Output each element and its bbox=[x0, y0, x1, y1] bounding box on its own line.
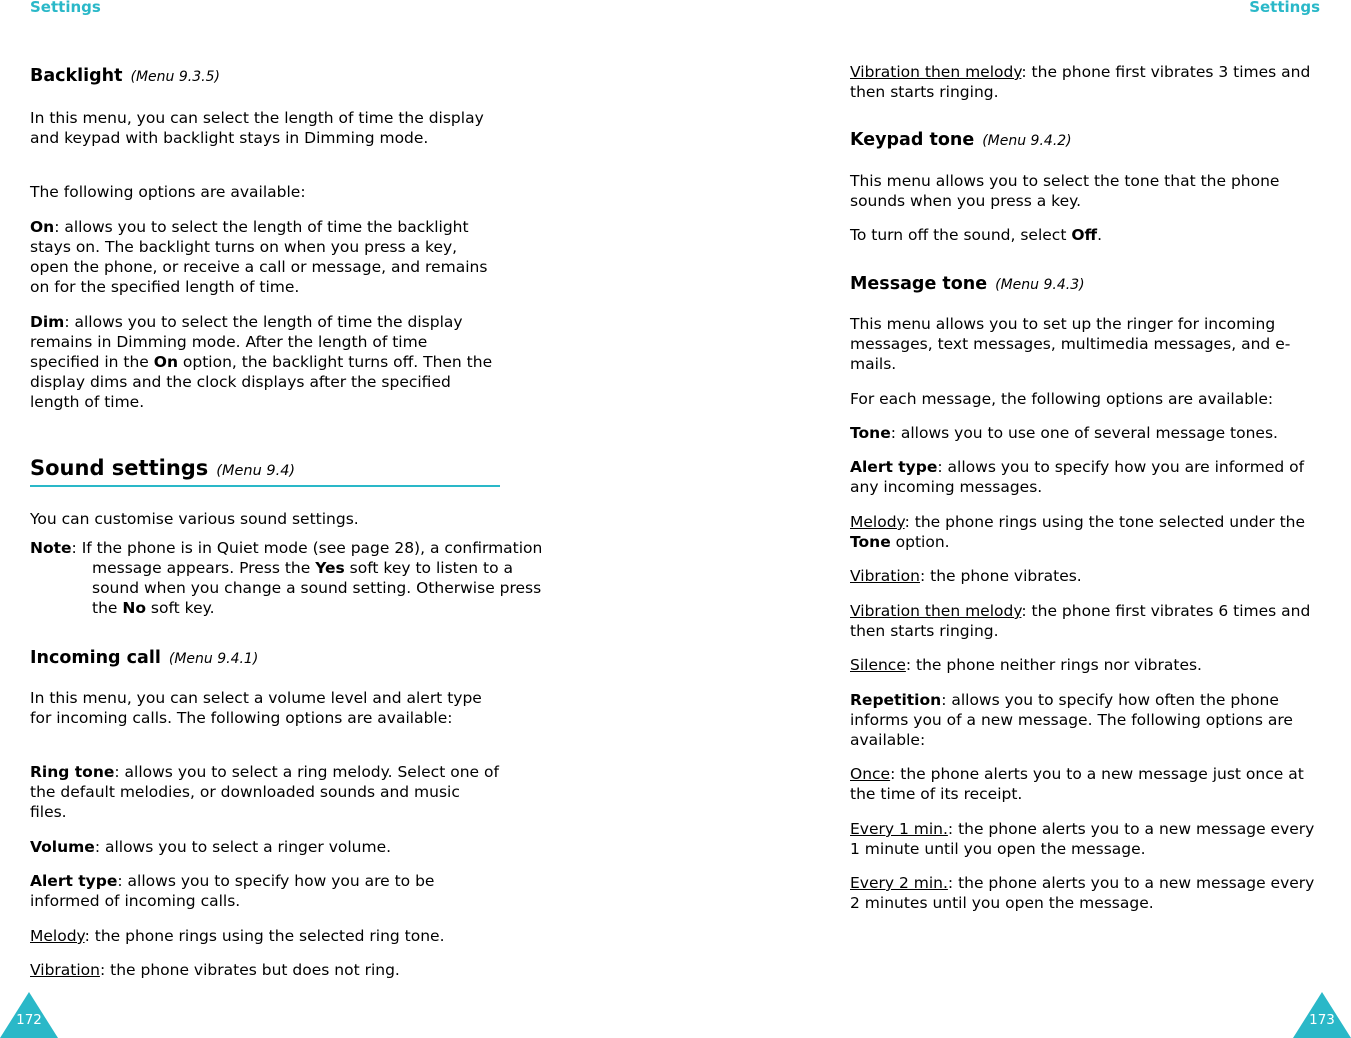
keypad-tone-heading bbox=[850, 129, 1320, 152]
text: To turn off the sound, select bbox=[850, 226, 1072, 244]
definition: : the phone rings using the selected ring tone. bbox=[84, 927, 445, 945]
every-2-min-option bbox=[850, 873, 1320, 913]
definition: : allows you to select a ringer volume. bbox=[94, 838, 392, 856]
incoming-call-menu-ref: (Menu 9.4.1) bbox=[168, 651, 259, 667]
backlight-intro: In this menu, you can select the length of time the display and keypad with backlight stays in Dimming mode. bbox=[30, 109, 484, 147]
backlight-options-intro: The following options are available: bbox=[30, 183, 306, 201]
term: Every 1 min. bbox=[850, 820, 948, 838]
term: Vibration bbox=[30, 961, 100, 979]
term: Alert type bbox=[30, 872, 118, 890]
term-off: Off bbox=[1071, 226, 1098, 244]
keypad-tone-menu-ref: (Menu 9.4.2) bbox=[982, 133, 1072, 149]
term: Vibration then melody bbox=[850, 63, 1022, 81]
backlight-heading bbox=[30, 65, 500, 88]
repetition-option bbox=[850, 690, 1320, 750]
term: Silence bbox=[850, 656, 906, 674]
backlight-title: Backlight bbox=[30, 66, 123, 86]
term: Ring tone bbox=[30, 763, 115, 781]
definition: : the phone alerts you to a new message every 2 minutes until you open the message. bbox=[850, 874, 1315, 912]
definition: : the phone alerts you to a new message every 1 minute until you open the message. bbox=[850, 820, 1315, 858]
page-number-left: 172 bbox=[16, 1012, 42, 1028]
message-melody-option bbox=[850, 512, 1320, 552]
message-tone-intro: This menu allows you to set up the ringer for incoming messages, text messages, multimedia messages, and e-mails. bbox=[850, 315, 1291, 373]
once-option bbox=[850, 764, 1320, 804]
definition: : the phone rings using the tone selected under the bbox=[904, 513, 1306, 531]
message-tone-title: Message tone bbox=[850, 274, 988, 294]
term: Repetition bbox=[850, 691, 942, 709]
message-vibration-option bbox=[850, 566, 1320, 586]
term-tone: Tone bbox=[850, 533, 891, 551]
definition: : allows you to specify how you are informed of any incoming messages. bbox=[850, 458, 1305, 496]
definition: : allows you to specify how often the phone informs you of a new message. The following options are available: bbox=[850, 691, 1293, 749]
term: Vibration bbox=[850, 567, 920, 585]
sound-settings-intro: You can customise various sound settings. bbox=[30, 510, 359, 528]
term: Alert type bbox=[850, 458, 938, 476]
section-divider bbox=[30, 485, 500, 487]
sound-settings-menu-ref: (Menu 9.4) bbox=[216, 463, 296, 479]
note-text: soft key to listen to a sound when you change a sound setting. Otherwise press the bbox=[92, 559, 542, 617]
keypad-tone-title: Keypad tone bbox=[850, 130, 975, 150]
term: Once bbox=[850, 765, 891, 783]
note-text: : If the phone is in Quiet mode (see page 28), a confirmation message appears. Press the bbox=[71, 539, 543, 577]
every-1-min-option bbox=[850, 819, 1320, 859]
term: Melody bbox=[850, 513, 905, 531]
keypad-tone-intro: This menu allows you to select the tone that the phone sounds when you press a key. bbox=[850, 172, 1280, 210]
incoming-call-heading bbox=[30, 647, 500, 670]
vibration-then-melody-option bbox=[850, 62, 1320, 102]
message-vibration-then-melody-option bbox=[850, 601, 1320, 641]
sound-settings-title: Sound settings bbox=[30, 456, 209, 480]
melody-option bbox=[30, 926, 500, 946]
volume-option bbox=[30, 837, 500, 857]
definition: : the phone alerts you to a new message just once at the time of its receipt. bbox=[850, 765, 1304, 803]
alert-type-option bbox=[30, 871, 500, 911]
text: . bbox=[1097, 226, 1103, 244]
definition: : the phone neither rings nor vibrates. bbox=[905, 656, 1202, 674]
running-head-left: Settings bbox=[30, 0, 101, 16]
incoming-call-intro: In this menu, you can select a volume level and alert type for incoming calls. The following options are available: bbox=[30, 689, 482, 727]
ring-tone-option bbox=[30, 762, 500, 822]
term: Melody bbox=[30, 927, 85, 945]
term: Vibration then melody bbox=[850, 602, 1022, 620]
definition: : allows you to select a ring melody. Select one of the default melodies, or downloaded sounds and music files. bbox=[30, 763, 499, 821]
definition: : allows you to select the length of time the display remains in Dimming mode. After the length of time specified in the bbox=[30, 313, 463, 371]
definition-cont: option. bbox=[890, 533, 950, 551]
note-label: Note bbox=[30, 539, 72, 557]
term: Dim bbox=[30, 313, 65, 331]
message-tone-options-intro: For each message, the following options are available: bbox=[850, 390, 1274, 408]
definition: : the phone first vibrates 3 times and then starts ringing. bbox=[850, 63, 1311, 101]
backlight-menu-ref: (Menu 9.3.5) bbox=[130, 69, 220, 85]
silence-option bbox=[850, 655, 1320, 675]
sound-settings-note bbox=[30, 538, 562, 618]
definition: : the phone vibrates but does not ring. bbox=[99, 961, 400, 979]
definition: : the phone first vibrates 6 times and then starts ringing. bbox=[850, 602, 1311, 640]
note-yes: Yes bbox=[315, 559, 345, 577]
incoming-call-title: Incoming call bbox=[30, 648, 161, 668]
message-tone-menu-ref: (Menu 9.4.3) bbox=[995, 277, 1085, 293]
message-tone-heading bbox=[850, 273, 1320, 296]
keypad-tone-off bbox=[850, 225, 1320, 245]
sound-settings-heading bbox=[30, 455, 500, 484]
term-on: On bbox=[153, 353, 178, 371]
running-head-right: Settings bbox=[1249, 0, 1320, 16]
backlight-on-option bbox=[30, 217, 500, 297]
backlight-dim-option bbox=[30, 312, 500, 412]
term: Every 2 min. bbox=[850, 874, 948, 892]
vibration-option bbox=[30, 960, 500, 980]
tone-option bbox=[850, 423, 1320, 443]
definition: : allows you to specify how you are to be informed of incoming calls. bbox=[30, 872, 435, 910]
note-text: soft key. bbox=[146, 599, 215, 617]
page-number-right: 173 bbox=[1309, 1012, 1335, 1028]
term: On bbox=[30, 218, 55, 236]
note-no: No bbox=[122, 599, 146, 617]
definition-cont: option, the backlight turns off. Then the display dims and the clock displays after the specified length of time. bbox=[30, 353, 493, 411]
term: Volume bbox=[30, 838, 95, 856]
definition: : allows you to use one of several message tones. bbox=[890, 424, 1278, 442]
message-alert-type-option bbox=[850, 457, 1320, 497]
definition: : the phone vibrates. bbox=[919, 567, 1082, 585]
term: Tone bbox=[850, 424, 891, 442]
definition: : allows you to select the length of time the backlight stays on. The backlight turns on when you press a key, open the phone, or receive a call or message, and remains on for the specified length of time. bbox=[30, 218, 488, 296]
